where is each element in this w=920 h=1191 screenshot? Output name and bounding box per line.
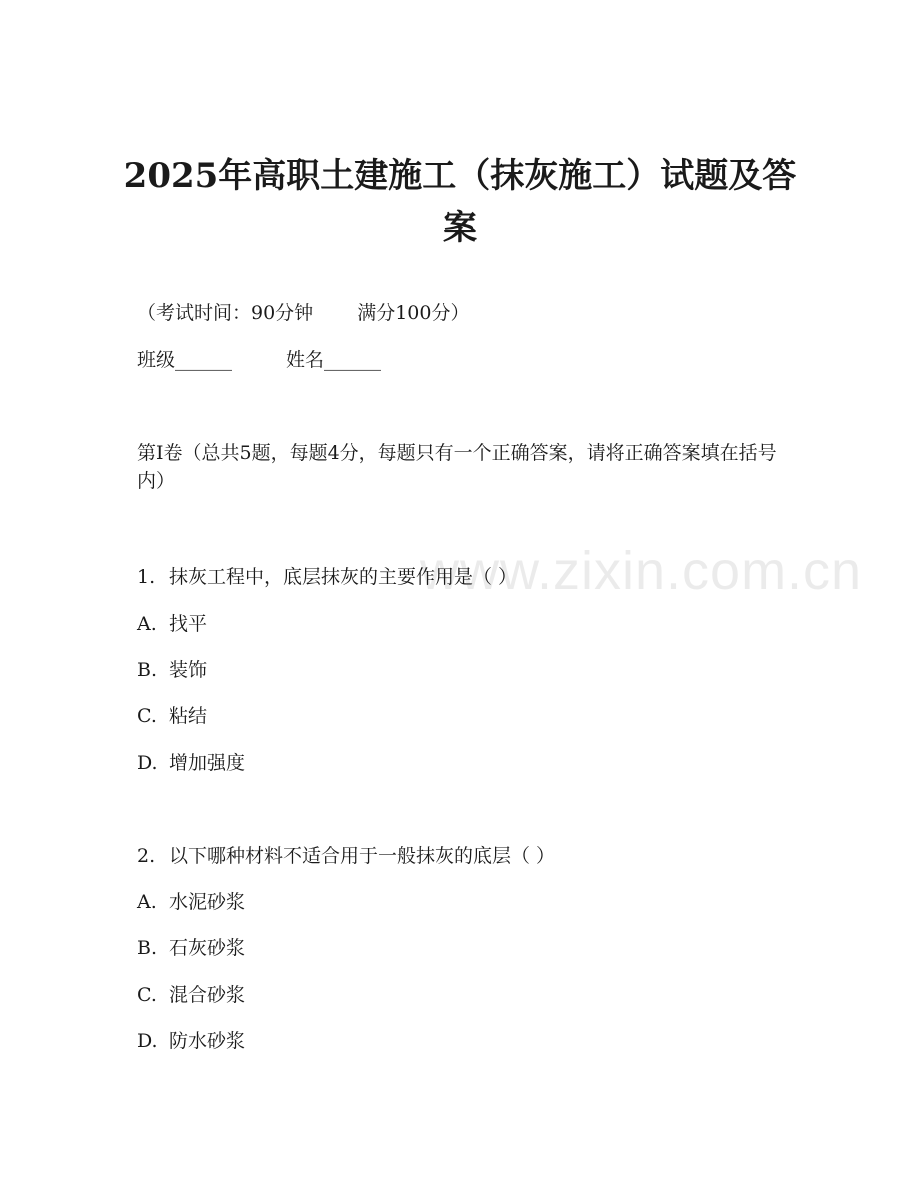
question-number: 2. (137, 845, 156, 867)
option-key: C. (137, 705, 157, 727)
question-1 (137, 563, 517, 591)
option-key: A. (137, 613, 157, 635)
question-2 (137, 842, 555, 870)
full-score: 满分100分） (357, 302, 470, 324)
question-1-option-b (137, 656, 207, 684)
question-2-option-a (137, 888, 245, 916)
option-key: A. (137, 891, 157, 913)
option-key: B. (137, 659, 158, 681)
option-text: 混合砂浆 (169, 984, 246, 1006)
option-text: 装饰 (169, 659, 208, 681)
document-title (100, 150, 820, 254)
title-line-2: 案 (443, 208, 477, 248)
question-text: 以下哪种材料不适合用于一般抹灰的底层（ ） (169, 845, 556, 867)
question-1-option-c (137, 702, 207, 730)
option-text: 粘结 (169, 705, 208, 727)
option-text: 水泥砂浆 (169, 891, 246, 913)
class-field: 班级______ (137, 349, 233, 371)
option-key: C. (137, 984, 157, 1006)
question-2-option-b (137, 934, 245, 962)
exam-meta (137, 299, 469, 327)
option-key: D. (137, 752, 158, 774)
question-1-option-a (137, 610, 207, 638)
option-key: D. (137, 1030, 158, 1052)
watermark: www.zixin.com.cn (420, 541, 863, 601)
question-number: 1. (137, 566, 156, 588)
question-text: 抹灰工程中，底层抹灰的主要作用是（ ） (169, 566, 518, 588)
student-info (137, 346, 381, 374)
name-field: 姓名______ (286, 349, 382, 371)
option-text: 石灰砂浆 (169, 937, 246, 959)
title-line-1: 2025年高职土建施工（抹灰施工）试题及答 (123, 156, 797, 196)
question-2-option-c (137, 981, 245, 1009)
option-text: 防水砂浆 (169, 1030, 246, 1052)
option-text: 增加强度 (169, 752, 246, 774)
question-2-option-d (137, 1027, 245, 1055)
section-intro: 第I卷（总共5题，每题4分，每题只有一个正确答案，请将正确答案填在括号内） (137, 442, 777, 492)
exam-time: （考试时间：90分钟 (137, 302, 314, 324)
question-1-option-d (137, 749, 245, 777)
option-text: 找平 (169, 613, 208, 635)
option-key: B. (137, 937, 158, 959)
